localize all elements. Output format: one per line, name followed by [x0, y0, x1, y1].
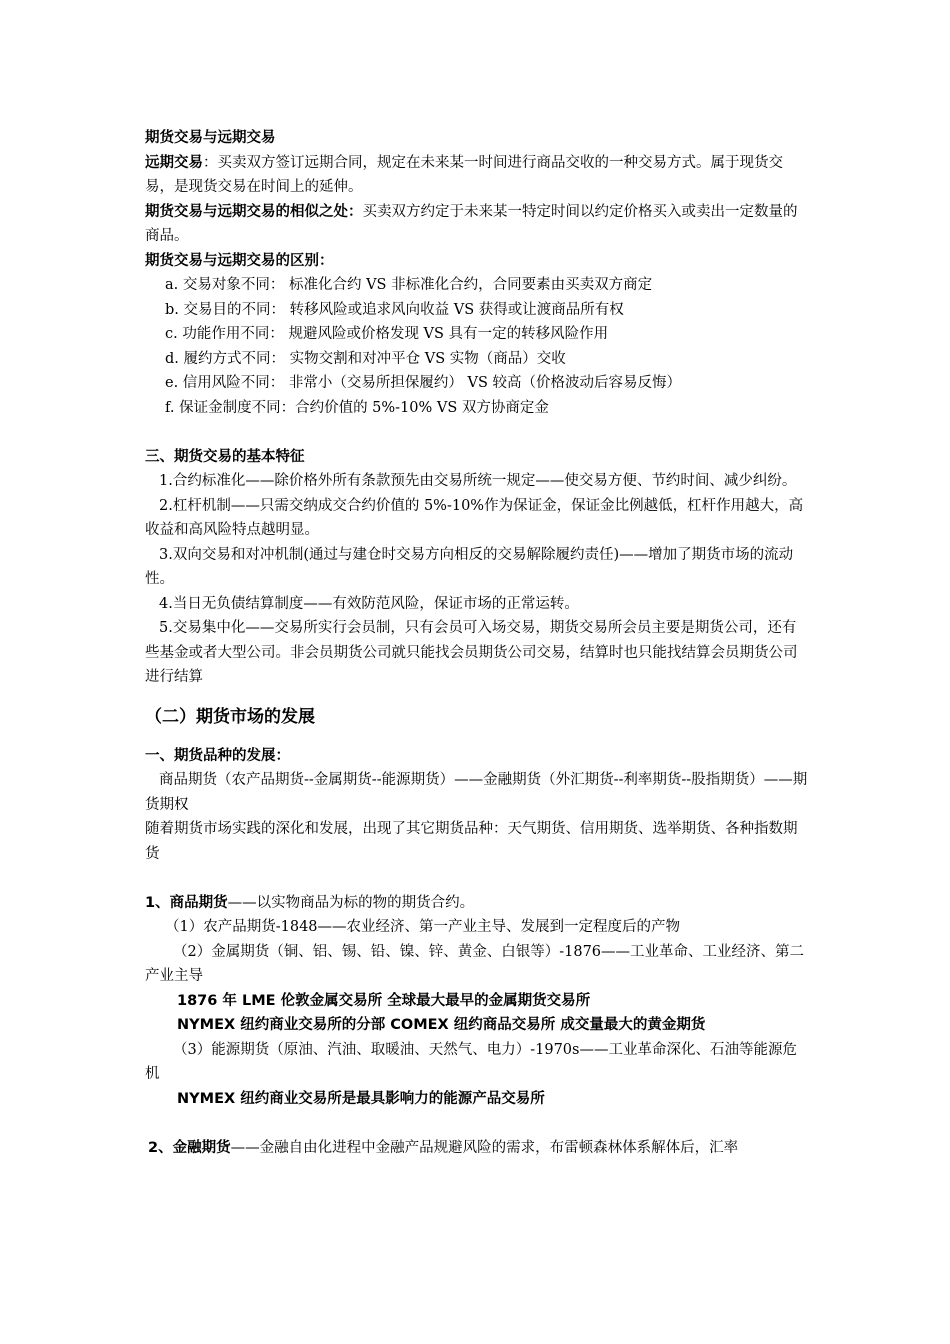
nymex-note: NYMEX 纽约商业交易所是最具影响力的能源产品交易所	[177, 1090, 545, 1107]
diff-item: d. 履约方式不同： 实物交割和对冲平仓 VS 实物（商品）交收	[165, 350, 566, 367]
section-title-forward: 期货交易与远期交易	[145, 130, 276, 146]
section-title-features: 三、期货交易的基本特征	[145, 448, 305, 465]
section-title-development: （二）期货市场的发展	[145, 706, 315, 727]
diff-item: a. 交易对象不同： 标准化合约 VS 非标准化合约，合同要素由买卖双方商定	[165, 277, 653, 293]
finance-heading: 2、金融期货——金融自由化进程中金融产品规避风险的需求，布雷顿森林体系解体后，汇率	[148, 1139, 739, 1156]
variety-line: 商品期货（农产品期货--金属期货--能源期货）——金融期货（外汇期货--利率期货--股指期货）——期货期权	[145, 772, 808, 813]
diff-item: f. 保证金制度不同：合约价值的 5%-10% VS 双方协商定金	[165, 399, 549, 416]
commodity-heading: 1、商品期货——以实物商品为标的物的期货合约。	[145, 894, 475, 911]
feature-item: 4.当日无负债结算制度——有效防范风险，保证市场的正常运转。	[159, 595, 579, 612]
feature-item: 5.交易集中化——交易所实行会员制，只有会员可入场交易，期货交易所会员主要是期货公司，还有些基金或者大型公司。非会员期货公司就只能找会员期货公司交易，结算时也只能找结算会员期货公司进行结算	[145, 620, 798, 685]
commodity-energy: （3）能源期货（原油、汽油、取暖油、天然气、电力）-1970s——工业革命深化、石油等能源危机	[145, 1041, 797, 1082]
commodity-metal: （2）金属期货（铜、铝、锡、铅、镍、锌、黄金、白银等）-1876——工业革命、工业经济、第二产业主导	[145, 943, 805, 984]
feature-item: 3.双向交易和对冲机制(通过与建仓时交易方向相反的交易解除履约责任)——增加了期货市场的流动性。	[145, 546, 794, 587]
diff-item: b. 交易目的不同： 转移风险或追求风向收益 VS 获得或让渡商品所有权	[165, 301, 624, 318]
variety-line: 随着期货市场实践的深化和发展，出现了其它期货品种：天气期货、信用期货、选举期货、各种指数期货	[145, 821, 798, 862]
comex-note: NYMEX 纽约商业交易所的分部 COMEX 纽约商品交易所 成交量最大的黄金期货	[177, 1017, 706, 1033]
feature-item: 1.合约标准化——除价格外所有条款预先由交易所统一规定——使交易方便、节约时间、减少纠纷。	[159, 473, 797, 489]
forward-definition: 远期交易：买卖双方签订远期合同，规定在未来某一时间进行商品交收的一种交易方式。属于现货交易，是现货交易在时间上的延伸。	[145, 154, 783, 195]
feature-item: 2.杠杆机制——只需交纳成交合约价值的 5%-10%作为保证金，保证金比例越低，杠杆作用越大，高收益和高风险特点越明显。	[145, 497, 804, 538]
commodity-agri: （1）农产品期货-1848——农业经济、第一产业主导、发展到一定程度后的产物	[165, 919, 681, 935]
difference-heading: 期货交易与远期交易的区别：	[145, 252, 334, 269]
variety-heading: 一、期货品种的发展：	[145, 747, 290, 764]
diff-item: e. 信用风险不同： 非常小（交易所担保履约） VS 较高（价格波动后容易反悔）	[165, 375, 682, 391]
document-page	[145, 126, 810, 1160]
diff-item: c. 功能作用不同： 规避风险或价格发现 VS 具有一定的转移风险作用	[165, 326, 609, 342]
similarity-paragraph: 期货交易与远期交易的相似之处：买卖双方约定于未来某一特定时间以约定价格买入或卖出一定数量的商品。	[145, 203, 798, 244]
lme-note: 1876 年 LME 伦敦金属交易所 全球最大最早的金属期货交易所	[177, 992, 591, 1009]
